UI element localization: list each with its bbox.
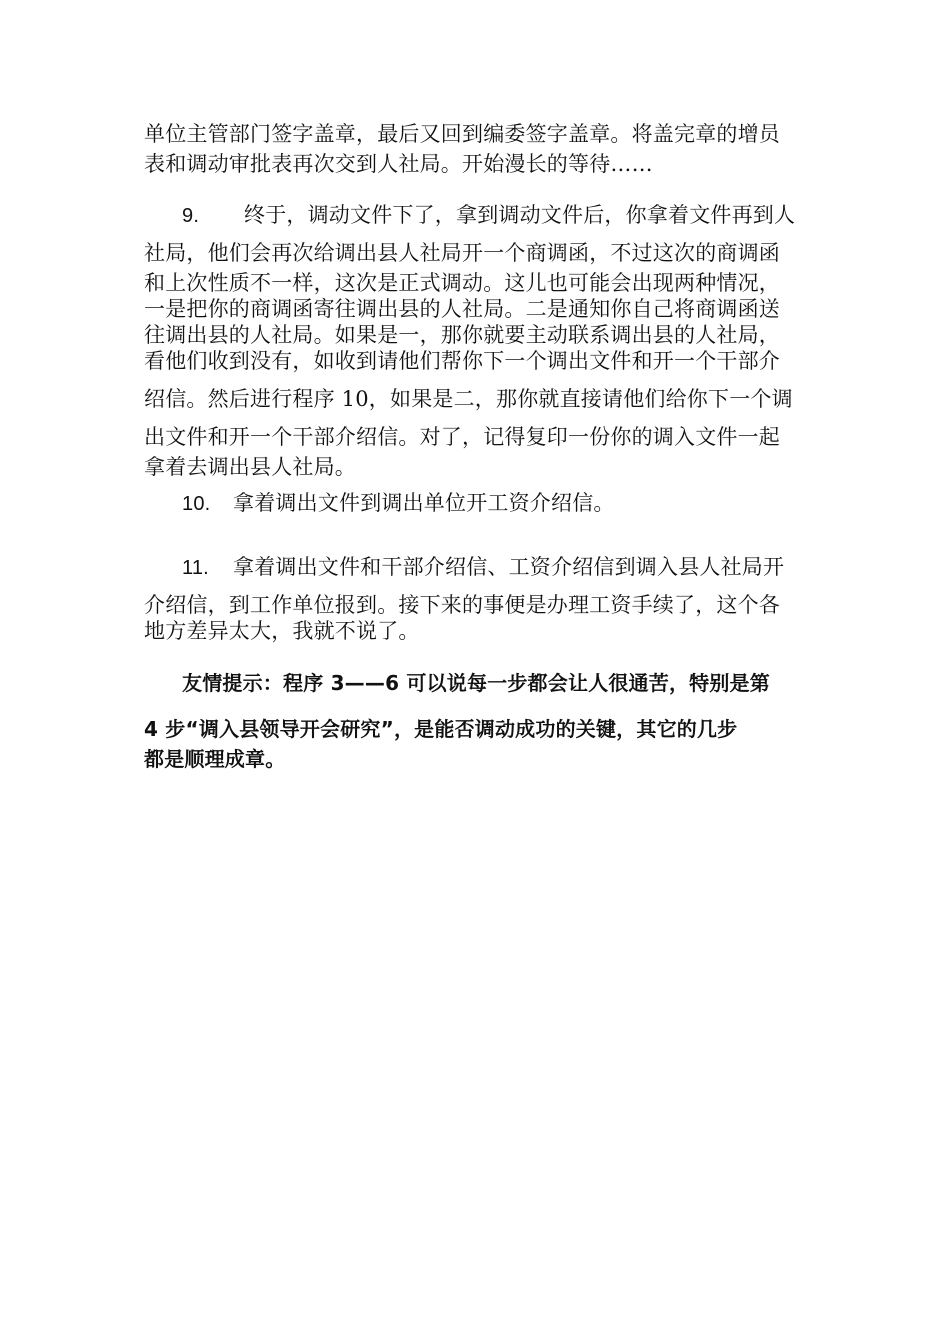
paragraph-step-11 (144, 552, 810, 646)
text-line: 4 步“调入县领导开会研究”，是能否调动成功的关键，其它的几步 (144, 717, 738, 741)
text-line: 出文件和开一个干部介绍信。对了，记得复印一份你的调入文件一起 (144, 425, 780, 449)
text-line: 拿着去调出县人社局。 (144, 455, 356, 479)
text-line: 往调出县的人社局。如果是一，那你就要主动联系调出县的人社局， (144, 323, 780, 347)
step-number: 10. (182, 493, 211, 515)
text-line: 绍信。然后进行程序 10，如果是二，那你就直接请他们给你下一个调 (144, 387, 793, 411)
text-line: 终于，调动文件下了，拿到调动文件后，你拿着文件再到人 (244, 203, 796, 227)
text-line: 社局，他们会再次给调出县人社局开一个商调函，不过这次的商调函 (144, 241, 780, 265)
step-number: 9. (182, 205, 200, 227)
text-line: 友情提示：程序 3——6 可以说每一步都会让人很通苦，特别是第 (182, 671, 770, 695)
text-line: 表和调动审批表再次交到人社局。开始漫长的等待…… (144, 152, 653, 176)
text-line-first (144, 488, 810, 518)
text-line: 拿着调出文件到调出单位开工资介绍信。 (233, 491, 615, 515)
text-line: 拿着调出文件和干部介绍信、工资介绍信到调入县人社局开 (233, 555, 785, 579)
friendly-tip (144, 668, 810, 774)
text-line: 都是顺理成章。 (144, 747, 286, 771)
paragraph-step-10 (144, 488, 810, 518)
text-line: 单位主管部门签字盖章，最后又回到编委签字盖章。将盖完章的增员 (144, 122, 780, 146)
text-line: 和上次性质不一样，这次是正式调动。这儿也可能会出现两种情况， (144, 271, 780, 295)
text-line: 一是把你的商调函寄往调出县的人社局。二是通知你自己将商调函送 (144, 297, 780, 321)
step-number: 11. (182, 557, 209, 579)
paragraph-step-9 (144, 200, 810, 482)
text-line-first (144, 552, 810, 590)
text-line: 地方差异太大，我就不说了。 (144, 619, 420, 643)
text-line: 看他们收到没有，如收到请他们帮你下一个调出文件和开一个干部介 (144, 349, 780, 373)
text-line: 介绍信，到工作单位报到。接下来的事便是办理工资手续了，这个各 (144, 593, 780, 617)
paragraph-intro (144, 119, 810, 179)
text-line-first (144, 200, 810, 238)
